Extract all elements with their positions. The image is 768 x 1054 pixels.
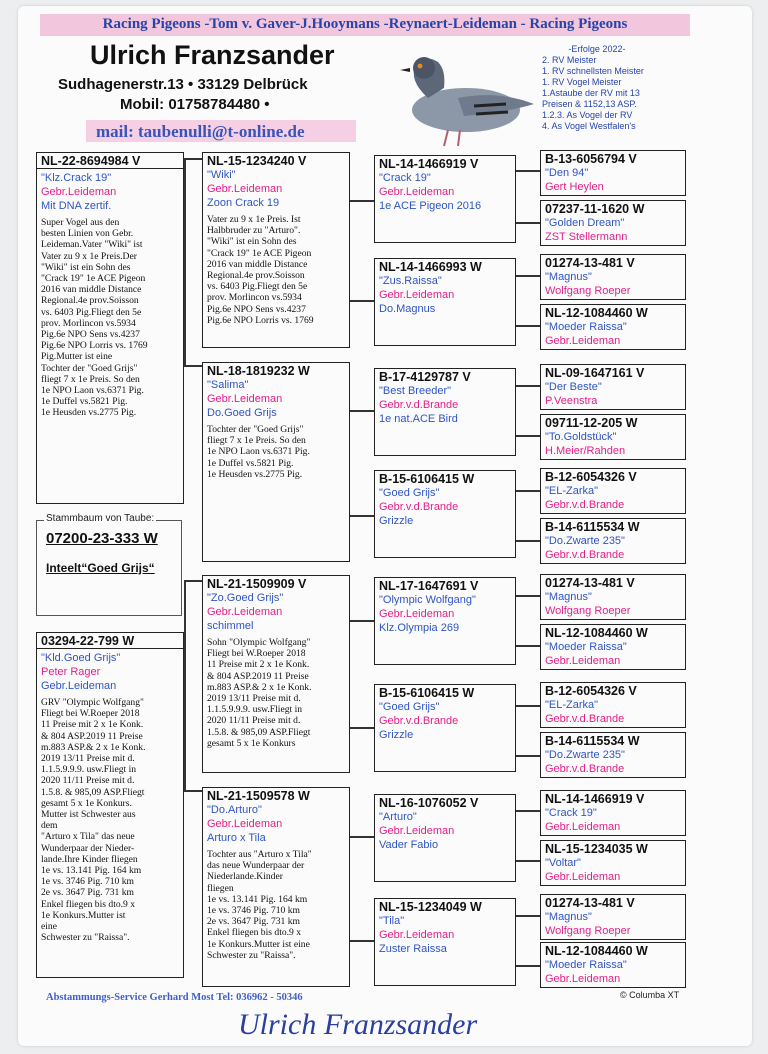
pigeon-note: Arturo x Tila xyxy=(207,832,266,844)
connector-line xyxy=(184,158,186,366)
description-line: vs. 6403 Pig.Fliegt den 5e xyxy=(207,281,308,293)
pigeon-id: 01274-13-481 V xyxy=(545,256,635,270)
connector-line xyxy=(350,200,374,202)
pigeon-breeder: Gebr.Leideman xyxy=(379,289,455,301)
pigeon-breeder: Gebr.v.d.Brande xyxy=(545,713,625,725)
description-line: "Arturo x Tila" das neue xyxy=(41,831,135,843)
pigeon-name: "Zo.Goed Grijs" xyxy=(207,592,284,604)
description-line: Pig.6e NPO Sens vs.4237 xyxy=(207,303,306,315)
description-line: 1e Heusden vs.2775 Pig. xyxy=(207,468,303,480)
owner-address: Sudhagenerstr.13 • 33129 Delbrück xyxy=(58,76,308,93)
description-line: Pig.6e NPO Lorris vs. 1769 xyxy=(207,314,314,326)
description-line: Leideman.Vater "Wiki" ist xyxy=(41,239,143,251)
description-line: 2016 van middle Distance xyxy=(207,258,308,270)
success-line: 2. RV Meister xyxy=(542,55,597,65)
pigeon-breeder: Gebr.v.d.Brande xyxy=(379,715,459,727)
gen2-box xyxy=(202,787,350,987)
description-line: lande.Ihre Kinder fliegen xyxy=(41,853,138,865)
pigeon-breeder: Gebr.v.d.Brande xyxy=(545,763,625,775)
success-line: 4. As Vogel Westfalen's xyxy=(542,121,636,131)
sire-box xyxy=(36,152,184,504)
pigeon-id: NL-21-1509909 V xyxy=(207,577,307,591)
description-line: 1.1.5.9.9.9. usw.Fliegt in xyxy=(207,704,303,716)
connector-line xyxy=(350,300,374,302)
pigeon-breeder: ZST Stellermann xyxy=(545,231,628,243)
success-line: 1. RV schnellsten Meister xyxy=(542,66,644,76)
description-line: 1.1.5.9.9.9. usw.Fliegt in xyxy=(41,764,137,776)
pigeon-note: 1e nat.ACE Bird xyxy=(379,413,458,425)
connector-line xyxy=(516,490,540,492)
description-line: 1e Heusden vs.2775 Pig. xyxy=(41,407,137,419)
gen2-box xyxy=(202,362,350,562)
connector-line xyxy=(350,727,374,729)
description-line: fliegt 7 x 1e Preis. So den xyxy=(207,435,306,447)
successes-list xyxy=(542,44,644,132)
description-line: 1e Duffel vs.5821 Pig. xyxy=(41,396,128,408)
pigeon-name: "Goed Grijs" xyxy=(379,487,440,499)
description-line: & 804 ASP.2019 11 Preise xyxy=(207,670,309,682)
pigeon-name: "Tila" xyxy=(379,915,405,927)
pigeon-breeder: Gebr.Leideman xyxy=(545,335,621,347)
pigeon-note: 1e ACE Pigeon 2016 xyxy=(379,200,482,212)
description-line: Vater zu 9 x 1e Preis. Ist xyxy=(207,214,301,225)
pigeon-id: B-15-6106415 W xyxy=(379,686,475,700)
description-line: prov. Morlincon vs.5934 xyxy=(207,292,302,304)
pigeon-breeder: Gebr.Leideman xyxy=(207,393,283,405)
connector-line xyxy=(184,790,202,792)
description-line: gesamt 5 x 1e Konkurs. xyxy=(41,797,132,809)
gen4-box xyxy=(540,840,686,886)
pigeon-note: Do.Goed Grijs xyxy=(207,407,277,419)
pigeon-name: "Magnus" xyxy=(545,591,592,603)
gen4-box xyxy=(540,364,686,410)
pigeon-name: "Magnus" xyxy=(545,911,592,923)
pigeon-breeder: Gebr.Leideman xyxy=(207,818,283,830)
pigeon-breeder: Gebr.Leideman xyxy=(207,183,283,195)
pigeon-name: "Moeder Raissa" xyxy=(545,641,627,653)
description-line: Sohn "Olympic Wolfgang" xyxy=(207,637,311,648)
description-line: Vater zu 9 x 1e Preis.Der xyxy=(41,250,137,262)
gen4-box xyxy=(540,468,686,514)
pigeon-id: NL-22-8694984 V xyxy=(37,154,183,169)
description-line: Mutter ist Schwester aus xyxy=(41,809,136,821)
description-line: Schwester zu "Raissa". xyxy=(41,932,130,944)
description-line: 1e NPO Laon vs.6371 Pig. xyxy=(207,446,310,458)
gen3-box xyxy=(374,577,516,665)
description-line: das neue Wunderpaar der xyxy=(207,860,305,872)
connector-line xyxy=(516,325,540,327)
description-line: 1e vs. 13.141 Pig. 164 km xyxy=(41,865,142,877)
subject-label: Stammbaum von Taube: xyxy=(46,513,155,524)
pigeon-id: NL-15-1234049 W xyxy=(379,900,482,914)
connector-line xyxy=(516,810,540,812)
description-line: GRV "Olympic Wolfgang" xyxy=(41,697,144,708)
description-line: prov. Morlincon vs.5934 xyxy=(41,317,136,329)
pigeon-description xyxy=(41,697,179,943)
pigeon-name: "Moeder Raissa" xyxy=(545,321,627,333)
pigeon-note: Grizzle xyxy=(379,729,414,741)
description-line: Regional.4e prov.Soisson xyxy=(41,295,139,307)
success-line: 1.2.3. As Vogel der RV xyxy=(542,110,633,120)
pigeon-id: B-13-6056794 V xyxy=(545,152,637,166)
pigeon-name: "Do.Arturo" xyxy=(207,804,262,816)
pigeon-id: NL-12-1084460 W xyxy=(545,306,648,320)
pigeon-note: Do.Magnus xyxy=(379,303,436,315)
pigeon-note: Zoon Crack 19 xyxy=(207,197,280,209)
pigeon-note: Grizzle xyxy=(379,515,414,527)
description-line: & 804 ASP.2019 11 Preise xyxy=(41,730,143,742)
description-line: Schwester zu "Raissa". xyxy=(207,949,296,961)
description-line: dem xyxy=(41,820,58,832)
pigeon-name: "Der Beste" xyxy=(545,381,602,393)
description-line: m.883 ASP.& 2 x 1e Konk. xyxy=(207,681,312,693)
description-line: 11 Preise mit 2 x 1e Konk. xyxy=(207,659,310,671)
pedigree-service: Abstammungs-Service Gerhard Most Tel: 036962 - 50346 xyxy=(46,992,303,1003)
description-line: 2016 van middle Distance xyxy=(41,284,142,296)
pigeon-description xyxy=(207,424,345,480)
pigeon-breeder: Gebr.Leideman xyxy=(545,973,621,985)
gen3-box xyxy=(374,155,516,243)
gen2-box xyxy=(202,152,350,348)
description-line: 1e Duffel vs.5821 Pig. xyxy=(207,457,294,469)
description-line: Wunderpaar der Nieder- xyxy=(41,842,135,854)
pigeon-name: "Do.Zwarte 235" xyxy=(545,749,625,761)
pigeon-description xyxy=(41,217,179,419)
gen3-box xyxy=(374,898,516,986)
pigeon-name: "Best Breeder" xyxy=(379,385,452,397)
pigeon-name: "Salima" xyxy=(207,379,249,391)
gen3-box xyxy=(374,794,516,882)
description-line: Enkel fliegen bis dto.9 x xyxy=(207,927,302,939)
success-line: 1. RV Vogel Meister xyxy=(542,77,622,87)
connector-line xyxy=(516,915,540,917)
pigeon-name: "Zus.Raissa" xyxy=(379,275,442,287)
subject-inbreeding: Inteelt“Goed Grijs“ xyxy=(46,561,155,575)
pigeon-description xyxy=(207,849,345,961)
gen4-box xyxy=(540,942,686,988)
pigeon-id: 01274-13-481 V xyxy=(545,576,635,590)
connector-line xyxy=(184,365,202,367)
pigeon-id: NL-15-1234240 V xyxy=(207,154,307,168)
description-line: besten Linien von Gebr. xyxy=(41,228,134,240)
pigeon-id: B-14-6115534 W xyxy=(545,734,640,748)
pigeon-name: "Golden Dream" xyxy=(545,217,625,229)
connector-line xyxy=(350,410,374,412)
connector-line xyxy=(184,158,202,160)
description-line: 1.5.8. & 985,09 ASP.Fliegt xyxy=(207,726,311,738)
connector-line xyxy=(516,435,540,437)
pigeon-name: "EL-Zarka" xyxy=(545,699,599,711)
connector-line xyxy=(516,965,540,967)
pigeon-name: "Magnus" xyxy=(545,271,592,283)
successes-title: -Erfolge 2022- xyxy=(568,44,626,54)
owner-email: mail: taubenulli@t-online.de xyxy=(96,122,305,141)
description-line: "Wiki" ist ein Sohn des xyxy=(207,236,297,248)
pigeon-id: B-12-6054326 V xyxy=(545,684,637,698)
pigeon-name: "Voltar" xyxy=(545,857,581,869)
description-line: eine xyxy=(41,921,57,933)
description-line: vs. 6403 Pig.Fliegt den 5e xyxy=(41,306,142,318)
pigeon-name: "Do.Zwarte 235" xyxy=(545,535,625,547)
description-line: "Crack 19" 1e ACE Pigeon xyxy=(41,273,146,285)
description-line: Niederlande.Kinder xyxy=(207,871,283,883)
pigeon-description xyxy=(207,214,345,326)
pigeon-breeder: Gebr.v.d.Brande xyxy=(379,399,459,411)
pigeon-name: "Den 94" xyxy=(545,167,589,179)
owner-mobile: Mobil: 01758784480 • xyxy=(120,96,270,113)
gen4-box xyxy=(540,732,686,778)
gen4-box xyxy=(540,414,686,460)
pigeon-breeder: Wolfgang Roeper xyxy=(545,605,631,617)
gen4-box xyxy=(540,790,686,836)
gen4-box xyxy=(540,518,686,564)
description-line: 2020 11/11 Preise mit d. xyxy=(207,715,301,727)
pigeon-id: NL-14-1466919 V xyxy=(379,157,479,171)
pigeon-name: "EL-Zarka" xyxy=(545,485,599,497)
description-line: 1e vs. 3746 Pig. 710 km xyxy=(41,876,135,888)
pigeon-id: NL-18-1819232 W xyxy=(207,364,310,378)
pigeon-note: schimmel xyxy=(207,620,254,632)
pigeon-id: NL-14-1466993 W xyxy=(379,260,482,274)
pigeon-breeder: Gebr.Leideman xyxy=(207,606,283,618)
description-line: Regional.4e prov.Soisson xyxy=(207,270,305,282)
pigeon-id: B-14-6115534 W xyxy=(545,520,640,534)
connector-line xyxy=(516,595,540,597)
pigeon-id: NL-09-1647161 V xyxy=(545,366,645,380)
description-line: 1e Konkurs.Mutter ist eine xyxy=(207,938,310,950)
description-line: fliegt 7 x 1e Preis. So den xyxy=(41,373,140,385)
description-line: 2019 13/11 Preise mit d. xyxy=(207,693,301,705)
success-line: Preisen & 1152,13 ASP. xyxy=(542,99,637,109)
owner-signature: Ulrich Franzsander xyxy=(238,1008,478,1041)
pigeon-name: "Crack 19" xyxy=(379,172,431,184)
pigeon-breeder: Gebr.Leideman xyxy=(41,186,117,198)
pigeon-id: 03294-22-799 W xyxy=(37,634,183,649)
gen3-box xyxy=(374,684,516,772)
pigeon-breeder: P.Veenstra xyxy=(545,395,598,407)
connector-line xyxy=(516,170,540,172)
pigeon-id: 09711-12-205 W xyxy=(545,416,638,430)
description-line: 2019 13/11 Preise mit d. xyxy=(41,753,135,765)
connector-line xyxy=(516,275,540,277)
pigeon-name: "To.Goldstück" xyxy=(545,431,617,443)
gen4-box xyxy=(540,574,686,620)
gen4-box xyxy=(540,200,686,246)
gen3-box xyxy=(374,368,516,456)
description-line: Super Vogel aus den xyxy=(41,217,120,228)
pigeon-note: Zuster Raissa xyxy=(379,943,447,955)
pigeon-note: Gebr.Leideman xyxy=(41,680,117,692)
description-line: Fliegt bei W.Roeper 2018 xyxy=(41,708,140,720)
pigeon-breeder: Gert Heylen xyxy=(545,181,604,193)
description-line: 1e vs. 13.141 Pig. 164 km xyxy=(207,893,308,905)
pigeon-id: NL-21-1509578 W xyxy=(207,789,310,803)
description-line: gesamt 5 x 1e Konkurs xyxy=(207,737,296,749)
pigeon-breeder: Gebr.v.d.Brande xyxy=(545,499,625,511)
subject-id: 07200-23-333 W xyxy=(46,530,158,547)
gen4-box xyxy=(540,150,686,196)
pigeon-id: NL-16-1076052 V xyxy=(379,796,479,810)
pigeon-icon xyxy=(388,50,538,150)
pigeon-name: "Wiki" xyxy=(207,169,236,181)
connector-line xyxy=(516,705,540,707)
pigeon-breeder: Gebr.Leideman xyxy=(379,929,455,941)
pigeon-id: NL-12-1084460 W xyxy=(545,626,648,640)
pigeon-name: "Goed Grijs" xyxy=(379,701,440,713)
connector-line xyxy=(184,580,186,791)
description-line: Tochter der "Goed Grijs" xyxy=(41,362,138,374)
banner-title: Racing Pigeons -Tom v. Gaver-J.Hooymans -Reynaert-Leideman - Racing Pigeons xyxy=(102,16,628,32)
gen4-box xyxy=(540,682,686,728)
pigeon-id: B-12-6054326 V xyxy=(545,470,637,484)
connector-line xyxy=(516,222,540,224)
connector-line xyxy=(516,645,540,647)
pigeon-breeder: Gebr.v.d.Brande xyxy=(379,501,459,513)
gen4-box xyxy=(540,894,686,940)
description-line: 11 Preise mit 2 x 1e Konk. xyxy=(41,719,144,731)
description-line: Tochter aus "Arturo x Tila" xyxy=(207,849,312,860)
connector-line xyxy=(350,620,374,622)
gen4-box xyxy=(540,254,686,300)
description-line: m.883 ASP.& 2 x 1e Konk. xyxy=(41,741,146,753)
pigeon-breeder: Gebr.Leideman xyxy=(379,186,455,198)
pigeon-id: B-17-4129787 V xyxy=(379,370,471,384)
description-line: 2e vs. 3647 Pig. 731 km xyxy=(207,916,301,928)
pigeon-id: NL-12-1084460 W xyxy=(545,944,648,958)
pigeon-name: "Kld.Goed Grijs" xyxy=(41,652,121,664)
pigeon-breeder: Wolfgang Roeper xyxy=(545,285,631,297)
gen4-box xyxy=(540,304,686,350)
connector-line xyxy=(516,385,540,387)
connector-line xyxy=(350,836,374,838)
pigeon-breeder: Wolfgang Roeper xyxy=(545,925,631,937)
pigeon-name: "Crack 19" xyxy=(545,807,597,819)
description-line: Pig.6e NPO Sens vs.4237 xyxy=(41,329,140,341)
connector-line xyxy=(184,580,202,582)
description-line: fliegen xyxy=(207,882,234,894)
gen2-box xyxy=(202,575,350,773)
description-line: "Crack 19" 1e ACE Pigeon xyxy=(207,247,312,259)
connector-line xyxy=(350,940,374,942)
dam-box xyxy=(36,632,184,978)
description-line: 1e Konkurs.Mutter ist xyxy=(41,909,126,921)
pigeon-name: "Olympic Wolfgang" xyxy=(379,594,476,606)
pigeon-id: NL-15-1234035 W xyxy=(545,842,648,856)
connector-line xyxy=(516,540,540,542)
pigeon-id: 01274-13-481 V xyxy=(545,896,635,910)
description-line: 2020 11/11 Preise mit d. xyxy=(41,775,135,787)
description-line: 2e vs. 3647 Pig. 731 km xyxy=(41,887,135,899)
pigeon-breeder: Gebr.v.d.Brande xyxy=(545,549,625,561)
description-line: Pig.6e NPO Lorris vs. 1769 xyxy=(41,340,148,352)
pigeon-breeder: Gebr.Leideman xyxy=(545,655,621,667)
gen4-box xyxy=(540,624,686,670)
description-line: Fliegt bei W.Roeper 2018 xyxy=(207,648,306,660)
pigeon-breeder: H.Meier/Rahden xyxy=(545,445,626,457)
gen3-box xyxy=(374,258,516,346)
pigeon-id: NL-17-1647691 V xyxy=(379,579,479,593)
description-line: "Wiki" ist ein Sohn des xyxy=(41,261,131,273)
pigeon-breeder: Gebr.Leideman xyxy=(379,608,455,620)
description-line: Tochter der "Goed Grijs" xyxy=(207,424,304,435)
description-line: 1.5.8. & 985,09 ASP.Fliegt xyxy=(41,786,145,798)
owner-name: Ulrich Franzsander xyxy=(90,40,335,70)
connector-line xyxy=(516,755,540,757)
description-line: 1e NPO Laon vs.6371 Pig. xyxy=(41,385,144,397)
pigeon-breeder: Gebr.Leideman xyxy=(379,825,455,837)
pigeon-note: Mit DNA zertif. xyxy=(41,200,112,212)
gen3-box xyxy=(374,470,516,558)
description-line: Halbbruder zu "Arturo". xyxy=(207,225,301,237)
description-line: 1e vs. 3746 Pig. 710 km xyxy=(207,905,301,917)
pigeon-id: B-15-6106415 W xyxy=(379,472,475,486)
pigeon-id: NL-14-1466919 V xyxy=(545,792,645,806)
pigeon-name: "Moeder Raissa" xyxy=(545,959,627,971)
pigeon-name: "Arturo" xyxy=(379,811,417,823)
connector-line xyxy=(350,515,374,517)
connector-line xyxy=(516,860,540,862)
success-line: 1.Astaube der RV mit 13 xyxy=(542,88,640,98)
pigeon-breeder: Gebr.Leideman xyxy=(545,821,621,833)
copyright-label: © Columba XT xyxy=(620,990,680,1000)
pigeon-name: "Klz.Crack 19" xyxy=(41,172,112,184)
pigeon-note: Vader Fabio xyxy=(379,839,439,851)
pigeon-description xyxy=(207,637,345,749)
pigeon-breeder: Gebr.Leideman xyxy=(545,871,621,883)
pigeon-id: 07237-11-1620 W xyxy=(545,202,645,216)
description-line: Enkel fliegen bis dto.9 x xyxy=(41,898,136,910)
pigeon-breeder: Peter Rager xyxy=(41,666,101,678)
pigeon-note: Klz.Olympia 269 xyxy=(379,622,460,634)
description-line: Pig.Mutter ist eine xyxy=(41,351,113,363)
